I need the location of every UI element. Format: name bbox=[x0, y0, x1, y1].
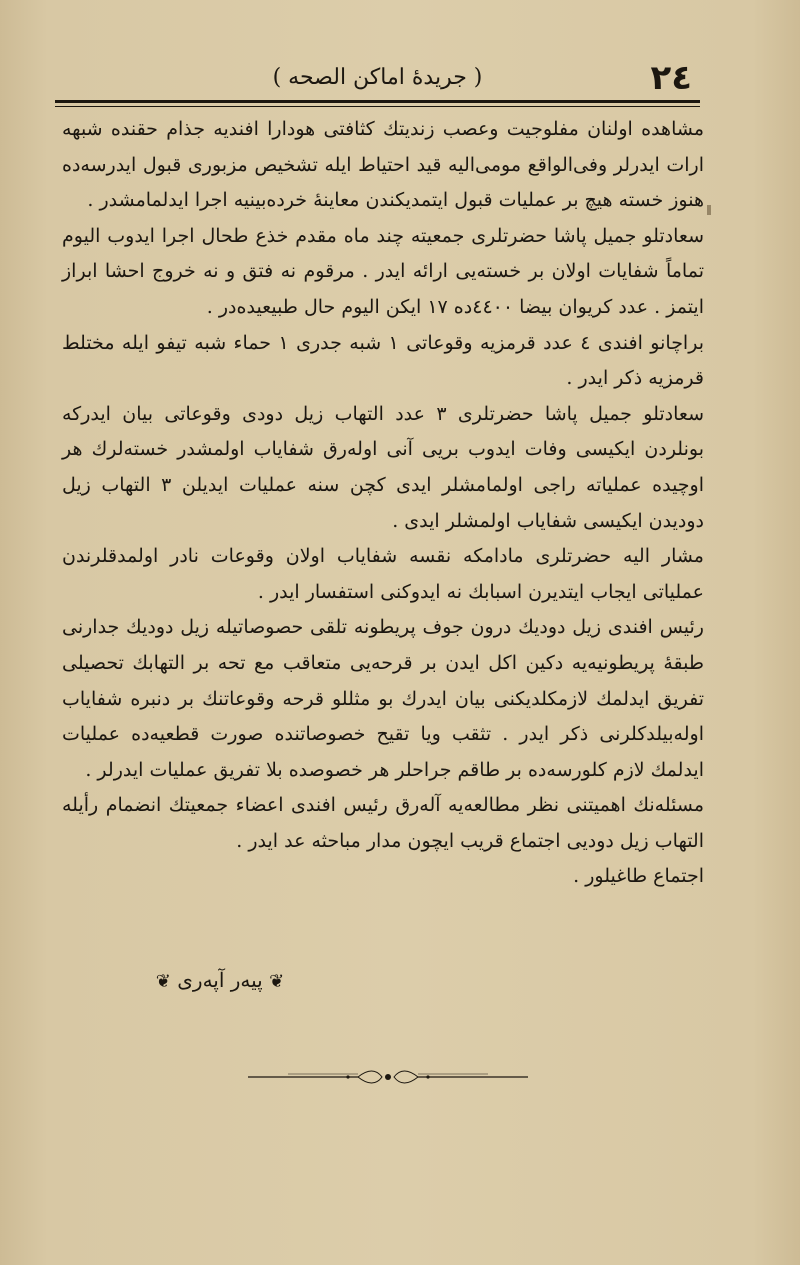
paragraph: مشاهده اولنان مفلوجيت وعصب زنديتك كثافتى هودارا افنديه جذام حقنده شبهه ارات ايدرلر وفى‌الواقع مومى‌اليه قيد احتياط ايله تشخيص مزبورى قبول ايدرسه‌ده هنوز خسته هيچ بر عمليات قبول ايتمديكندن معاينهٔ خرده‌بينيه اجرا ايدلمامشدر . bbox=[62, 118, 704, 212]
paragraph: براچانو افندى ٤ عدد قرمزيه وقوعاتى ١ شبه جدرى ١ حماء شبه تيفو ايله مختلط قرمزيه ذكر ايدر . bbox=[62, 331, 704, 390]
paragraph: رئيس افندى زيل دوديك درون جوف پريطونه تلقى حصوصاتيله زيل دوديك جدارنى طبقهٔ پريطونيه‌يه دكين اكل ايدن بر قرحه‌يى متعاقب مع تحه بر التهابك تحصيلى تفريق ايدلمك لازمكلديكنى بيان ايدرك بو مثللو قرحه وقوعاتنك بر دنبره شفاياب اوله‌بيلدكلرنى ذكر ايدر . تثقب ويا تقيح خصوصاتنده صورت قطعيه‌ده عمليات ايدلمك لازم كلورسه‌ده بر طاقم جراحلر هر خصوصده بلا تفريق عمليات ايدرلر . bbox=[62, 616, 704, 781]
paragraph: مسئله‌نك اهميتنى نظر مطالعه‌يه آله‌رق رئيس افندى اعضاء جمعيتك انضمام رأيله التهاب زيل دوديى اجتماع قريب ايچون مدار مباحثه عد ايدر . bbox=[62, 794, 704, 852]
fleuron-icon: ❦ bbox=[269, 971, 285, 992]
paragraph: مشار اليه حضرتلرى مادامكه نقسه شفاياب اولان وقوعات نادر اولمدقلرندن عملياتى ايجاب ايتديرن اسبابك نه ايدوكنى استفسار ايدر . bbox=[62, 545, 704, 603]
page-number: ٢٤ bbox=[650, 58, 692, 98]
fleuron-icon: ❦ bbox=[155, 971, 171, 992]
running-title: ( جريدهٔ اماكن الصحه ) bbox=[272, 65, 483, 90]
page-header bbox=[55, 58, 700, 98]
signature-name: پيه‌ر آپه‌رى bbox=[177, 968, 263, 992]
paragraph: سعادتلو جميل پاشا حضرتلرى جمعيته چند ماه مقدم خذع طحال اجرا ايدوب اليوم تماماً شفايات اولان بر خسته‌يى ارائه ايدر . مرقوم نه فتق و نه خروج احشا ابراز ايتمز . عدد كريوان بيضا ٤٤٠٠‌ده ١٧ ايكن اليوم حال طبيعيده‌در . bbox=[62, 224, 704, 318]
header-rule-thin bbox=[55, 106, 700, 107]
signature-line bbox=[120, 960, 320, 1000]
bottom-divider-ornament bbox=[248, 1066, 528, 1088]
ornamental-rule-icon bbox=[248, 1066, 528, 1088]
body-text bbox=[62, 112, 704, 895]
header-rule-thick bbox=[55, 100, 700, 103]
margin-mark bbox=[707, 205, 711, 215]
paragraph: اجتماع طاغيلور . bbox=[573, 865, 704, 888]
paragraph: سعادتلو جميل پاشا حضرتلرى ٣ عدد التهاب زيل دودى وقوعاتى بيان ايدركه بونلردن ايكيسى وفات ايدوب بريى آنى اوله‌رق شفاياب اولمشدر خسته‌لرك هر اوچيده عملياته راجى اولمامشلر ايدى كچن سنه عمليات ايديلن ٣ التهاب زيل دوديدن ايكيسى شفاياب اولمشلر ايدى . bbox=[62, 402, 705, 532]
